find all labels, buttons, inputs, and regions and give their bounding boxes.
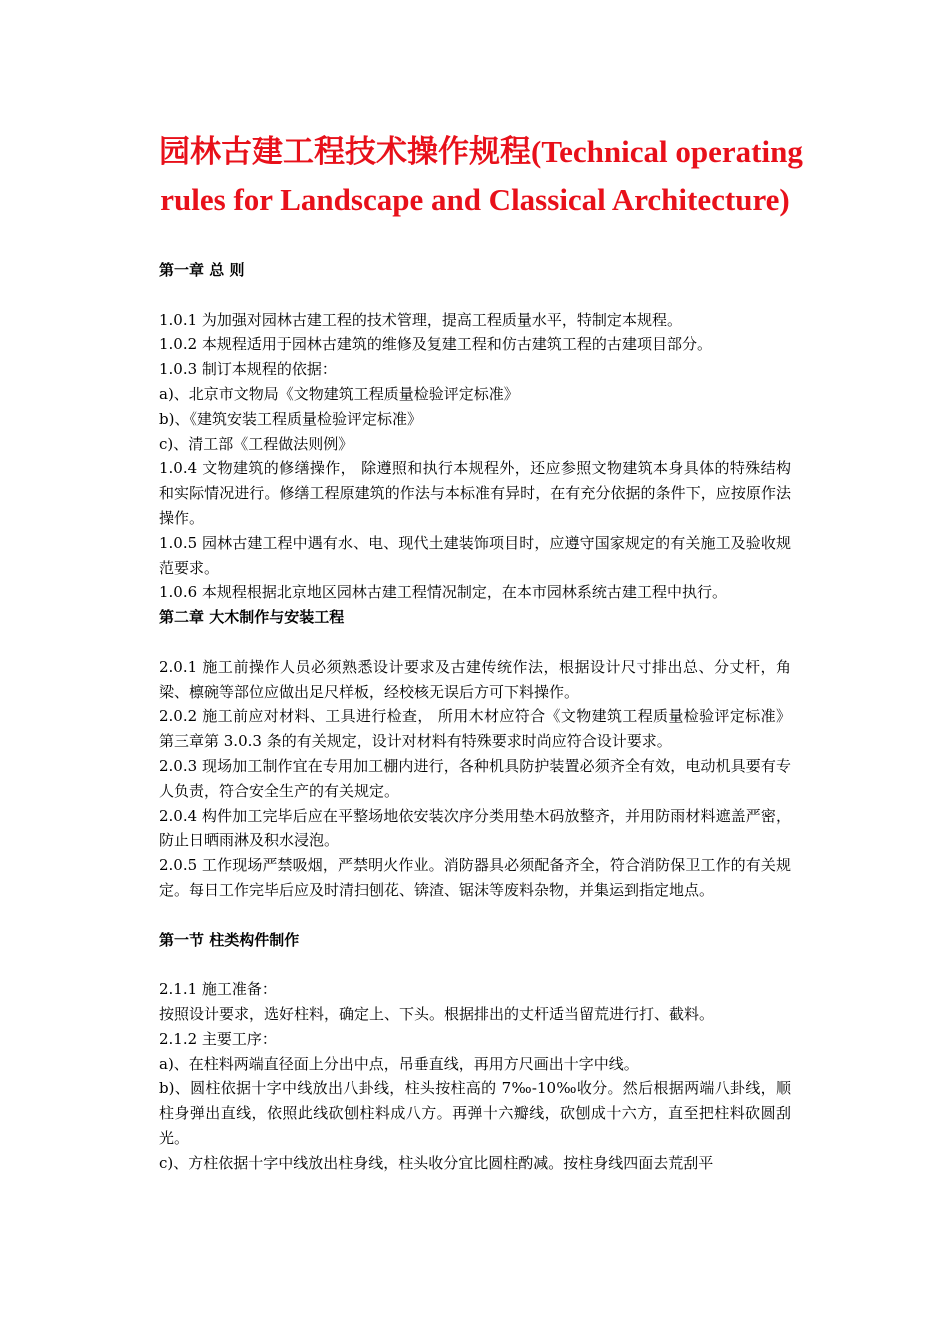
title-line-2: rules for Landscape and Classical Architecture) xyxy=(160,182,790,217)
title-line-1: 园林古建工程技术操作规程(Technical operating xyxy=(159,134,803,169)
paragraph-2-0-5: 2.0.5 工作现场严禁吸烟，严禁明火作业。消防器具必须配备齐全，符合消防保卫工作的有关规定。每日工作完毕后应及时清扫刨花、锛渣、锯沫等废料杂物，并集运到指定地点。 xyxy=(159,856,791,899)
paragraph-preparation: 按照设计要求，选好柱料，确定上、下头。根据排出的丈杆适当留荒进行打、截料。 xyxy=(159,1004,715,1023)
chapter-2-heading: 第二章 大木制作与安装工程 xyxy=(159,608,345,627)
blank-line xyxy=(159,630,791,655)
paragraph-basis-b: b)、《建筑安装工程质量检验评定标准》 xyxy=(159,409,422,428)
paragraph-step-c: c)、方柱依据十字中线放出柱身线，柱头收分宜比圆柱酌减。按柱身线四面去荒刮平 xyxy=(159,1153,714,1172)
spacer xyxy=(159,224,791,258)
blank-line xyxy=(159,283,791,308)
paragraph-2-0-3: 2.0.3 现场加工制作宜在专用加工棚内进行，各种机具防护装置必须齐全有效，电动机具要有专人负责，符合安全生产的有关规定。 xyxy=(159,756,791,800)
paragraph-2-1-1: 2.1.1 施工准备： xyxy=(159,980,277,999)
blank-line xyxy=(159,952,791,977)
paragraph-step-a: a)、在柱料两端直径面上分出中点，吊垂直线，再用方尺画出十字中线。 xyxy=(159,1054,639,1073)
paragraph-2-1-2: 2.1.2 主要工序： xyxy=(159,1029,277,1048)
paragraph-basis-a: a)、北京市文物局《文物建筑工程质量检验评定标准》 xyxy=(159,384,519,403)
document-page xyxy=(159,128,803,1175)
paragraph-2-0-2: 2.0.2 施工前应对材料、工具进行检查， 所用木材应符合《文物建筑工程质量检验评定标准》第三章第 3.0.3 条的有关规定，设计对材料有特殊要求时尚应符合设计要求。 xyxy=(159,707,791,751)
chapter-1-heading: 第一章 总 则 xyxy=(159,261,245,279)
paragraph-basis-c: c)、清工部《工程做法则例》 xyxy=(159,434,354,453)
blank-line xyxy=(159,903,791,928)
paragraph-2-0-1: 2.0.1 施工前操作人员必须熟悉设计要求及古建传统作法，根据设计尺寸排出总、分丈杆，角梁、檩碗等部位应做出足尺样板，经校核无误后方可下料操作。 xyxy=(159,657,791,701)
paragraph-1-0-3: 1.0.3 制订本规程的依据： xyxy=(159,360,337,379)
paragraph-1-0-2: 1.0.2 本规程适用于园林古建筑的维修及复建工程和仿古建筑工程的古建项目部分。 xyxy=(159,335,712,354)
paragraph-1-0-1: 1.0.1 为加强对园林古建工程的技术管理，提高工程质量水平，特制定本规程。 xyxy=(159,310,682,329)
paragraph-1-0-5: 1.0.5 园林古建工程中遇有水、电、现代土建装饰项目时，应遵守国家规定的有关施工及验收规范要求。 xyxy=(159,533,791,577)
paragraph-1-0-6: 1.0.6 本规程根据北京地区园林古建工程情况制定，在本市园林系统古建工程中执行。 xyxy=(159,583,727,602)
paragraph-1-0-4: 1.0.4 文物建筑的修缮操作， 除遵照和执行本规程外，还应参照文物建筑本身具体的特殊结构和实际情况进行。修缮工程原建筑的作法与本标准有异时，在有充分依据的条件下，应按原作法操作。 xyxy=(159,459,791,527)
section-1-heading: 第一节 柱类构件制作 xyxy=(159,930,300,949)
paragraph-2-0-4: 2.0.4 构件加工完毕后应在平整场地依安装次序分类用垫木码放整齐，并用防雨材料遮盖严密，防止日晒雨淋及积水浸泡。 xyxy=(159,806,791,850)
paragraph-step-b: b)、圆柱依据十字中线放出八卦线，柱头按柱高的 7‰-10‰收分。然后根据两端八卦线，顺柱身弹出直线，依照此线砍刨柱料成八方。再弹十六瓣线，砍刨成十六方，直至把柱料砍圆刮光。 xyxy=(159,1079,791,1147)
document-title xyxy=(159,128,803,224)
